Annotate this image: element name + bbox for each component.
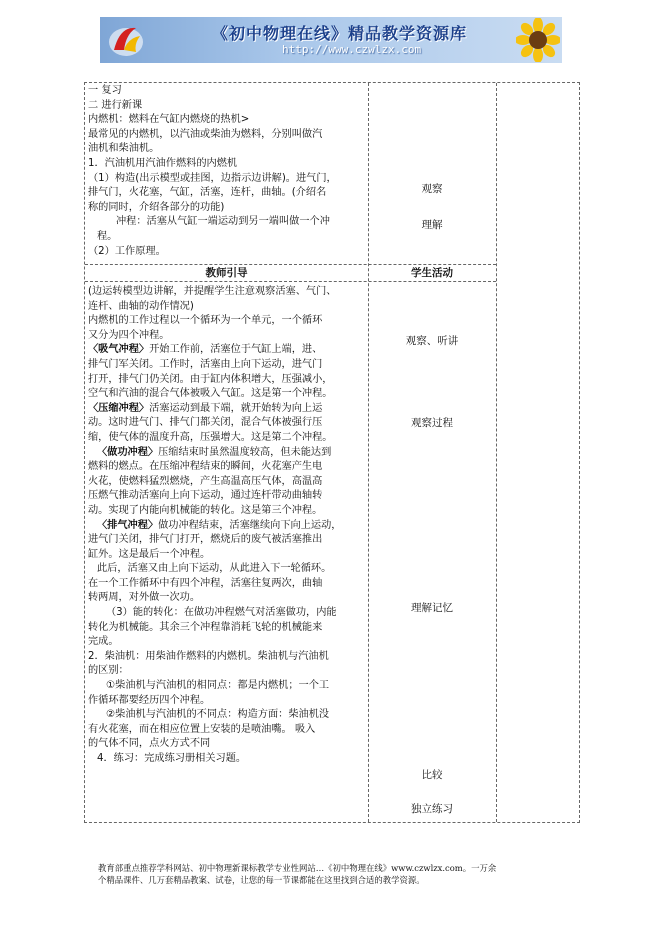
text-line: 火花，使燃料猛烈燃烧，产生高温高压气体，高温高 xyxy=(88,475,323,487)
text-line xyxy=(88,343,368,358)
text-line: 排气门军关闭。工作时，活塞由上向下运动，进气门 xyxy=(88,358,323,370)
text-line: 空气和汽油的混合气体被吸入气缸。这是第一个冲程。 xyxy=(88,388,333,400)
activity-observe: 观察 xyxy=(421,183,443,195)
text-line: 二 进行新课 xyxy=(88,99,143,111)
text-segment: 开始工作前，活塞位于气缸上端，进、 xyxy=(149,344,323,356)
text-line: 燃料的燃点。在压缩冲程结束的瞬间，火花塞产生电 xyxy=(88,461,323,473)
text-line: 一 复习 xyxy=(88,85,122,96)
text-line: 此后，活塞又由上向下运动，从此进入下一轮循环。 xyxy=(97,563,332,575)
text-line: 冲程：活塞从气缸一端运动到另一端叫做一个冲 xyxy=(116,216,330,228)
text-line: ①柴油机与汽油机的相同点：都是内燃机；一个工 xyxy=(106,680,330,692)
text-line: 程。 xyxy=(97,230,118,242)
site-banner xyxy=(100,17,562,63)
text-line: 油机和柴油机。 xyxy=(88,143,160,155)
text-line: 进气门关闭，排气门打开，燃烧后的废气被活塞推出 xyxy=(88,534,323,546)
text-line: 作循环都要经历四个冲程。 xyxy=(88,694,211,706)
text-line: 最常见的内燃机，以汽油或柴油为燃料，分别叫做汽 xyxy=(88,128,323,140)
text-line: 有火花塞，而在相应位置上安装的是喷油嘴。 吸入 xyxy=(88,723,316,735)
site-logo-icon xyxy=(106,20,146,60)
text-line: 打开，排气门仍关闭。由于缸内体积增大，压强减小， xyxy=(88,373,333,385)
text-line: 缩，使气体的温度升高，压强增大。这是第二个冲程。 xyxy=(88,431,333,443)
text-line: 缸外。这是最后一个冲程。 xyxy=(88,548,211,560)
text-line: 4．练习：完成练习册相关习题。 xyxy=(97,753,247,764)
text-line: 内燃机的工作过程以一个循环为一个单元，一个循环 xyxy=(88,315,323,327)
banner-url[interactable]: http://www.czwlzx.com xyxy=(282,43,422,56)
text-line: 转两周，对外做一次功。 xyxy=(88,592,201,604)
page-footer xyxy=(98,862,568,886)
header-student-activity: 学生活动 xyxy=(411,267,453,279)
lesson-table xyxy=(84,82,580,823)
sunflower-icon xyxy=(516,18,560,62)
text-line: 1．汽油机用汽油作燃料的内燃机 xyxy=(88,157,238,169)
text-segment: 活塞运动到最下端，就开始转为向上运 xyxy=(149,402,323,414)
text-line xyxy=(88,446,368,461)
text-line: （1）构造(出示模型或挂图，边指示边讲解)。进气门， xyxy=(88,172,337,184)
activity-observe-process: 观察过程 xyxy=(411,417,453,429)
footer-line: 个精品课件、几万套精品教案、试卷，让您的每一节课都能在这里找到合适的教学资源。 xyxy=(98,875,425,885)
footer-line: 教育部重点推荐学科网站、初中物理新课标教学专业性网站…《初中物理在线》www.czwlzx.com。一万余 xyxy=(98,863,497,873)
text-line: 转化为机械能。其余三个冲程靠消耗飞轮的机械能来 xyxy=(88,621,323,633)
activity-practice: 独立练习 xyxy=(411,803,453,815)
text-line xyxy=(88,519,368,534)
text-line: （2）工作原理。 xyxy=(88,245,166,257)
text-line: 动。实现了内能向机械能的转化。这是第三个冲程。 xyxy=(88,504,323,516)
text-line: 称的同时，介绍各部分的功能) xyxy=(88,201,225,213)
text-line: 的气体不同，点火方式不同 xyxy=(88,738,211,750)
text-segment: 压缩结束时虽然温度较高，但未能达到 xyxy=(158,446,332,458)
review-section xyxy=(88,84,368,259)
text-line xyxy=(88,402,368,417)
text-line: 动。这时进气门、排气门都关闭，混合气体被强行压 xyxy=(88,417,323,429)
stroke-intake: 〈吸气冲程〉 xyxy=(88,344,150,356)
text-line: 内燃机：燃料在气缸内燃烧的热机> xyxy=(88,114,250,126)
activity-understand: 理解 xyxy=(421,219,443,231)
stroke-power: 〈做功冲程〉 xyxy=(97,446,159,458)
activity-observe-listen: 观察、听讲 xyxy=(405,335,459,347)
row-divider xyxy=(85,281,496,282)
text-segment: 做功冲程结束，活塞继续向下向上运动， xyxy=(158,519,342,531)
text-line: 在一个工作循环中有四个冲程，活塞往复两次，曲轴 xyxy=(88,577,323,589)
text-line: 连杆、曲轴的动作情况) xyxy=(88,300,194,312)
text-line: 完成。 xyxy=(88,636,119,648)
stroke-compression: 〈压缩冲程〉 xyxy=(88,402,150,414)
activity-compare: 比较 xyxy=(421,769,443,781)
text-line: (边运转模型边讲解，并提醒学生注意观察活塞、气门、 xyxy=(88,286,337,297)
text-line: ②柴油机与汽油机的不同点：构造方面：柴油机没 xyxy=(106,709,330,721)
banner-title: 《初中物理在线》精品教学资源库 xyxy=(212,24,468,43)
text-line: 压燃气推动活塞向上向下运动，通过连杆带动曲轴转 xyxy=(88,490,323,502)
teaching-content xyxy=(88,285,368,767)
header-teacher-guidance: 教师引导 xyxy=(205,267,248,279)
activity-understand-memorize: 理解记忆 xyxy=(411,602,453,614)
text-line: 排气门，火花塞，气缸，活塞，连杆，曲轴。(介绍名 xyxy=(88,187,327,199)
text-line: 又分为四个冲程。 xyxy=(88,329,170,341)
text-line: （3）能的转化：在做功冲程燃气对活塞做功，内能 xyxy=(106,607,337,619)
stroke-exhaust: 〈排气冲程〉 xyxy=(97,519,159,531)
text-line: 2．柴油机：用柴油作燃料的内燃机。柴油机与汽油机 xyxy=(88,650,329,662)
text-line: 的区别： xyxy=(88,665,129,677)
